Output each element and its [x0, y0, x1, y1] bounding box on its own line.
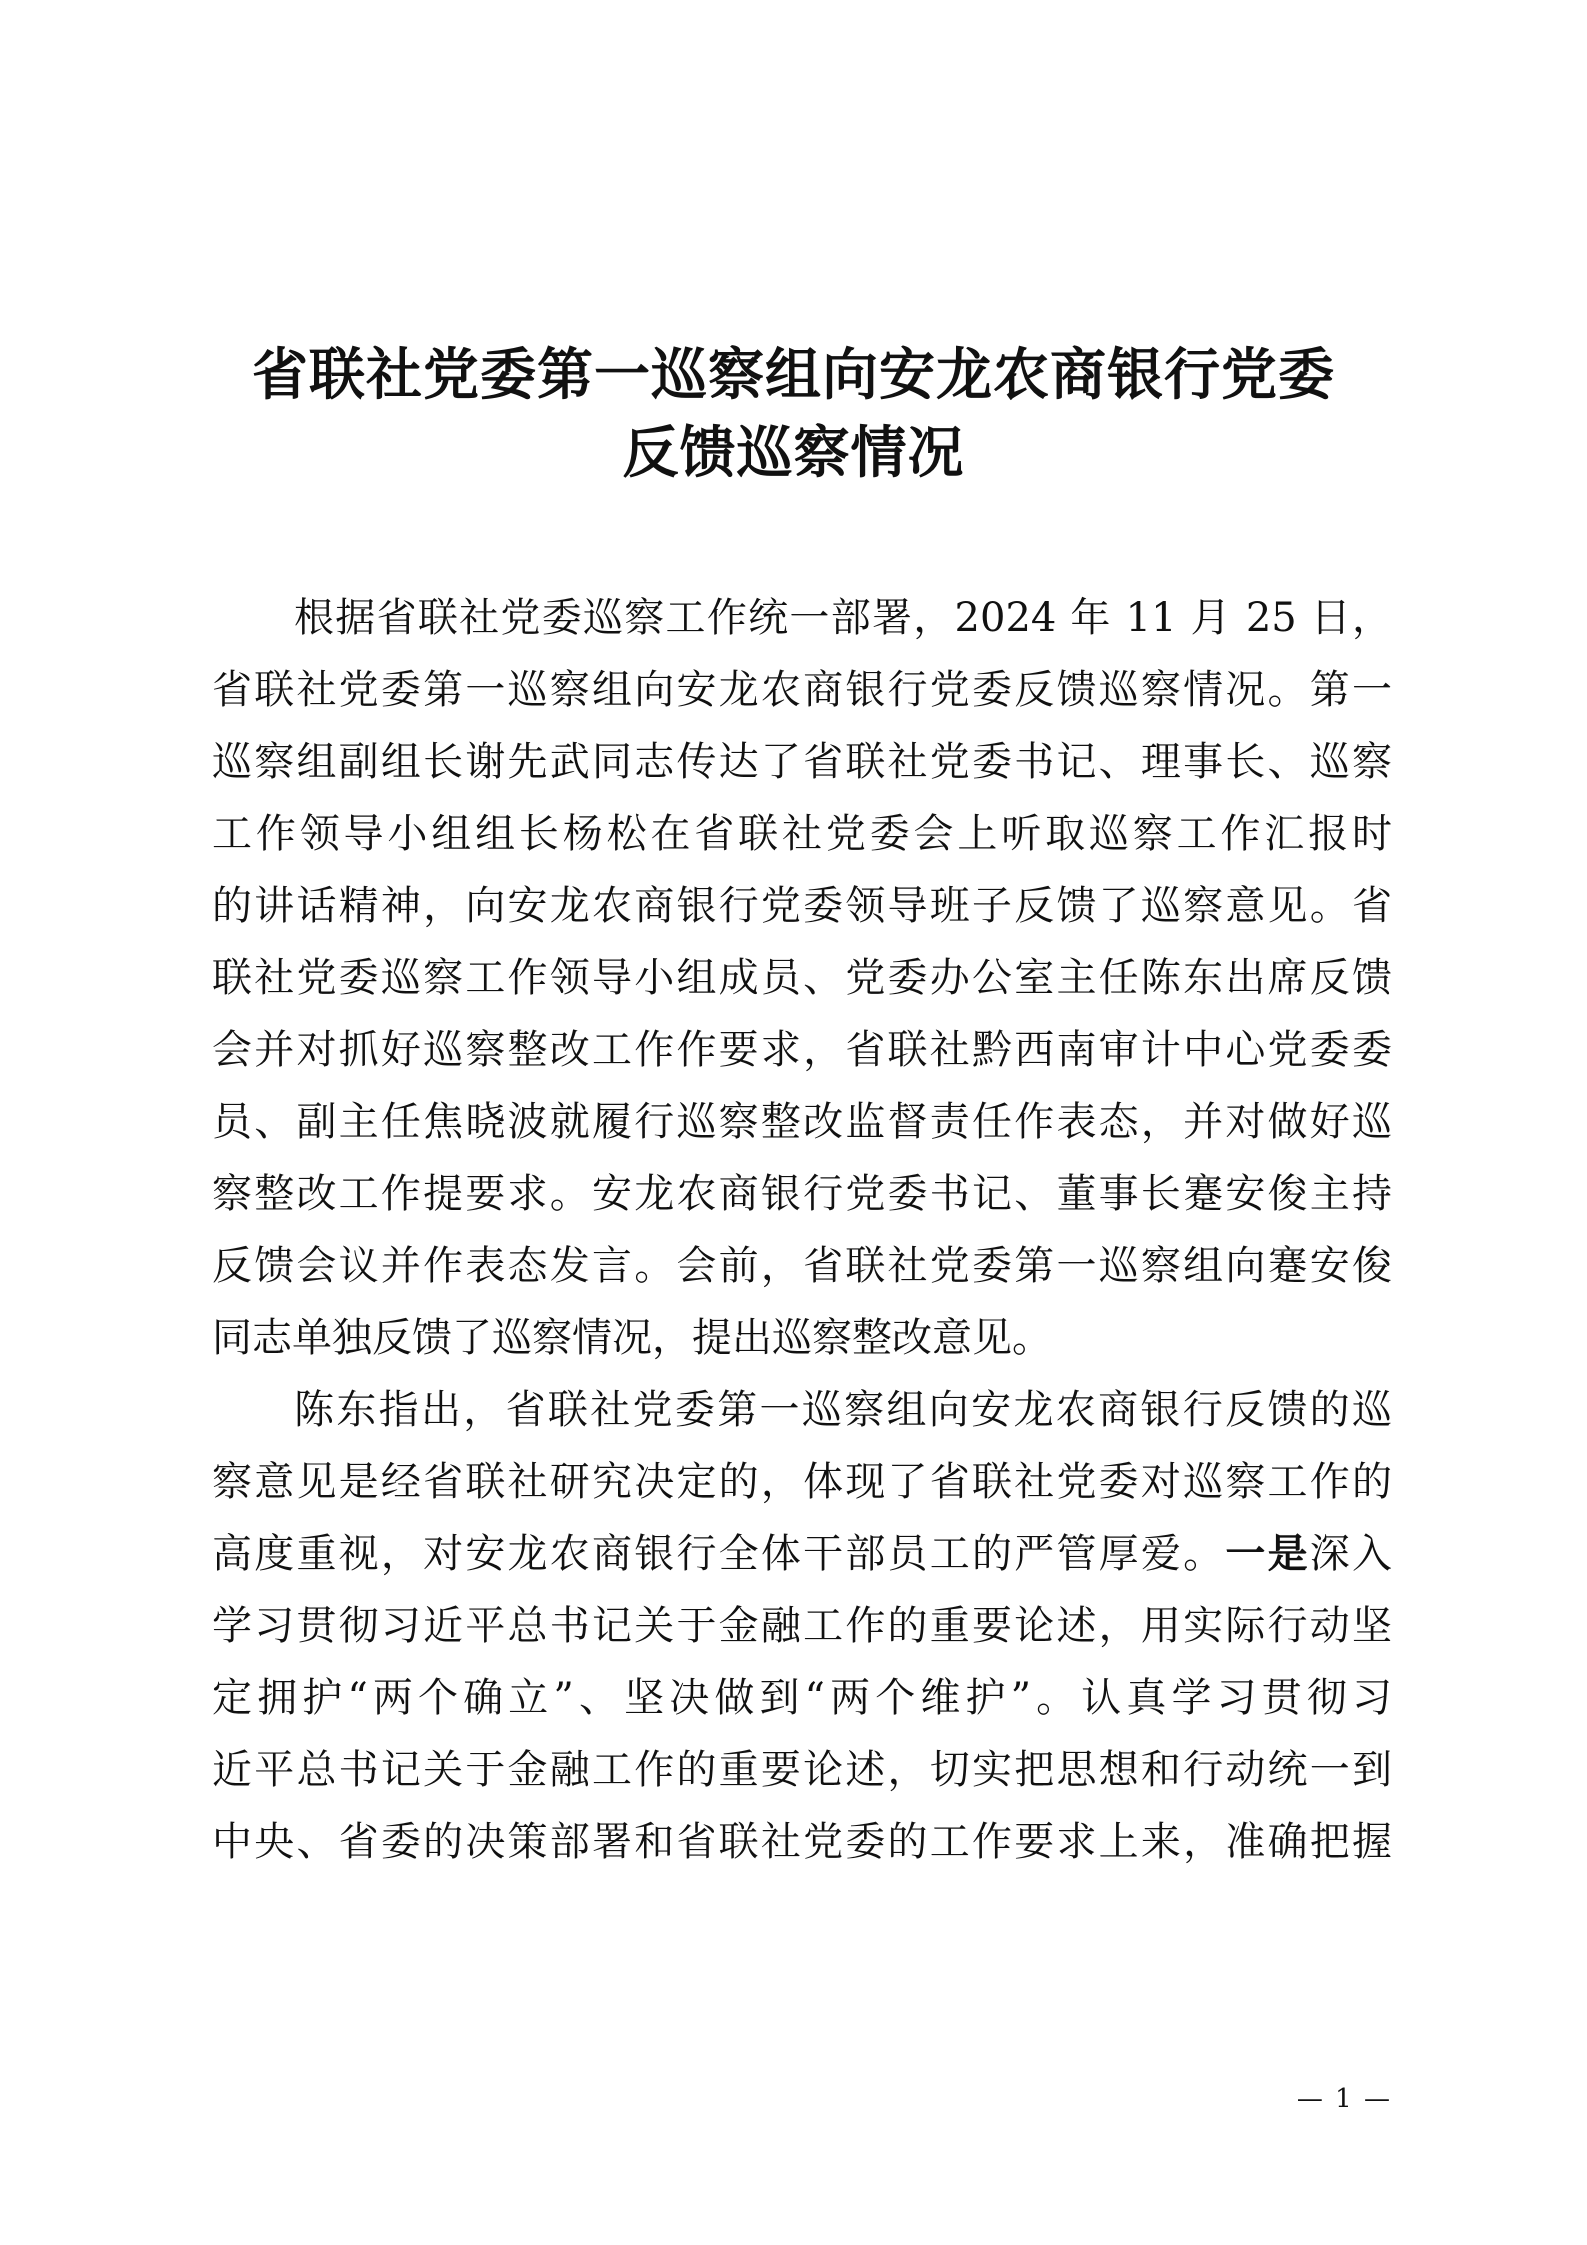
paragraph-1-line-3: 巡察组副组长谢先武同志传达了省联社党委书记、理事长、巡察	[212, 739, 1392, 785]
paragraph-1-line-11: 同志单独反馈了巡察情况，提出巡察整改意见。	[212, 1315, 1052, 1361]
paragraph-1-line-5: 的讲话精神，向安龙农商银行党委领导班子反馈了巡察意见。省	[212, 883, 1392, 929]
paragraph-1-line-10: 反馈会议并作表态发言。会前，省联社党委第一巡察组向蹇安俊	[212, 1243, 1392, 1289]
paragraph-1-line-1: 根据省联社党委巡察工作统一部署，2024 年 11 月 25 日，	[294, 595, 1392, 641]
paragraph-1-line-7: 会并对抓好巡察整改工作作要求，省联社黔西南审计中心党委委	[212, 1027, 1392, 1073]
bold-phrase: 一是	[1225, 1530, 1310, 1577]
paragraph-2-line-5: 定拥护“两个确立”、坚决做到“两个维护”。认真学习贯彻习	[212, 1675, 1392, 1721]
paragraph-2-line-3-text: 高度重视，对安龙农商银行全体干部员工的严管厚爱。	[212, 1531, 1226, 1577]
paragraph-2-line-7: 中央、省委的决策部署和省联社党委的工作要求上来，准确把握	[212, 1819, 1392, 1865]
paragraph-1-line-9: 察整改工作提要求。安龙农商银行党委书记、董事长蹇安俊主持	[212, 1171, 1392, 1217]
document-body	[212, 582, 1392, 1878]
paragraph-2-line-3-tail: 深入	[1309, 1531, 1393, 1577]
paragraph-2-line-6: 近平总书记关于金融工作的重要论述，切实把思想和行动统一到	[212, 1747, 1392, 1793]
paragraph-2-line-3	[212, 1518, 1392, 1590]
paragraph-1-line-6: 联社党委巡察工作领导小组成员、党委办公室主任陈东出席反馈	[212, 955, 1392, 1001]
paragraph-1-line-2: 省联社党委第一巡察组向安龙农商银行党委反馈巡察情况。第一	[212, 667, 1392, 713]
document-title	[180, 336, 1407, 492]
title-line-2: 反馈巡察情况	[622, 420, 965, 486]
title-line-1: 省联社党委第一巡察组向安龙农商银行党委	[252, 342, 1335, 408]
paragraph-2-line-2: 察意见是经省联社研究决定的，体现了省联社党委对巡察工作的	[212, 1459, 1392, 1505]
page-number: — 1 —	[1296, 2084, 1392, 2114]
paragraph-2-line-1: 陈东指出，省联社党委第一巡察组向安龙农商银行反馈的巡	[294, 1387, 1392, 1433]
paragraph-1-line-4: 工作领导小组组长杨松在省联社党委会上听取巡察工作汇报时	[212, 811, 1392, 857]
paragraph-1-line-8: 员、副主任焦晓波就履行巡察整改监督责任作表态，并对做好巡	[212, 1099, 1392, 1145]
paragraph-2-line-4: 学习贯彻习近平总书记关于金融工作的重要论述，用实际行动坚	[212, 1603, 1392, 1649]
